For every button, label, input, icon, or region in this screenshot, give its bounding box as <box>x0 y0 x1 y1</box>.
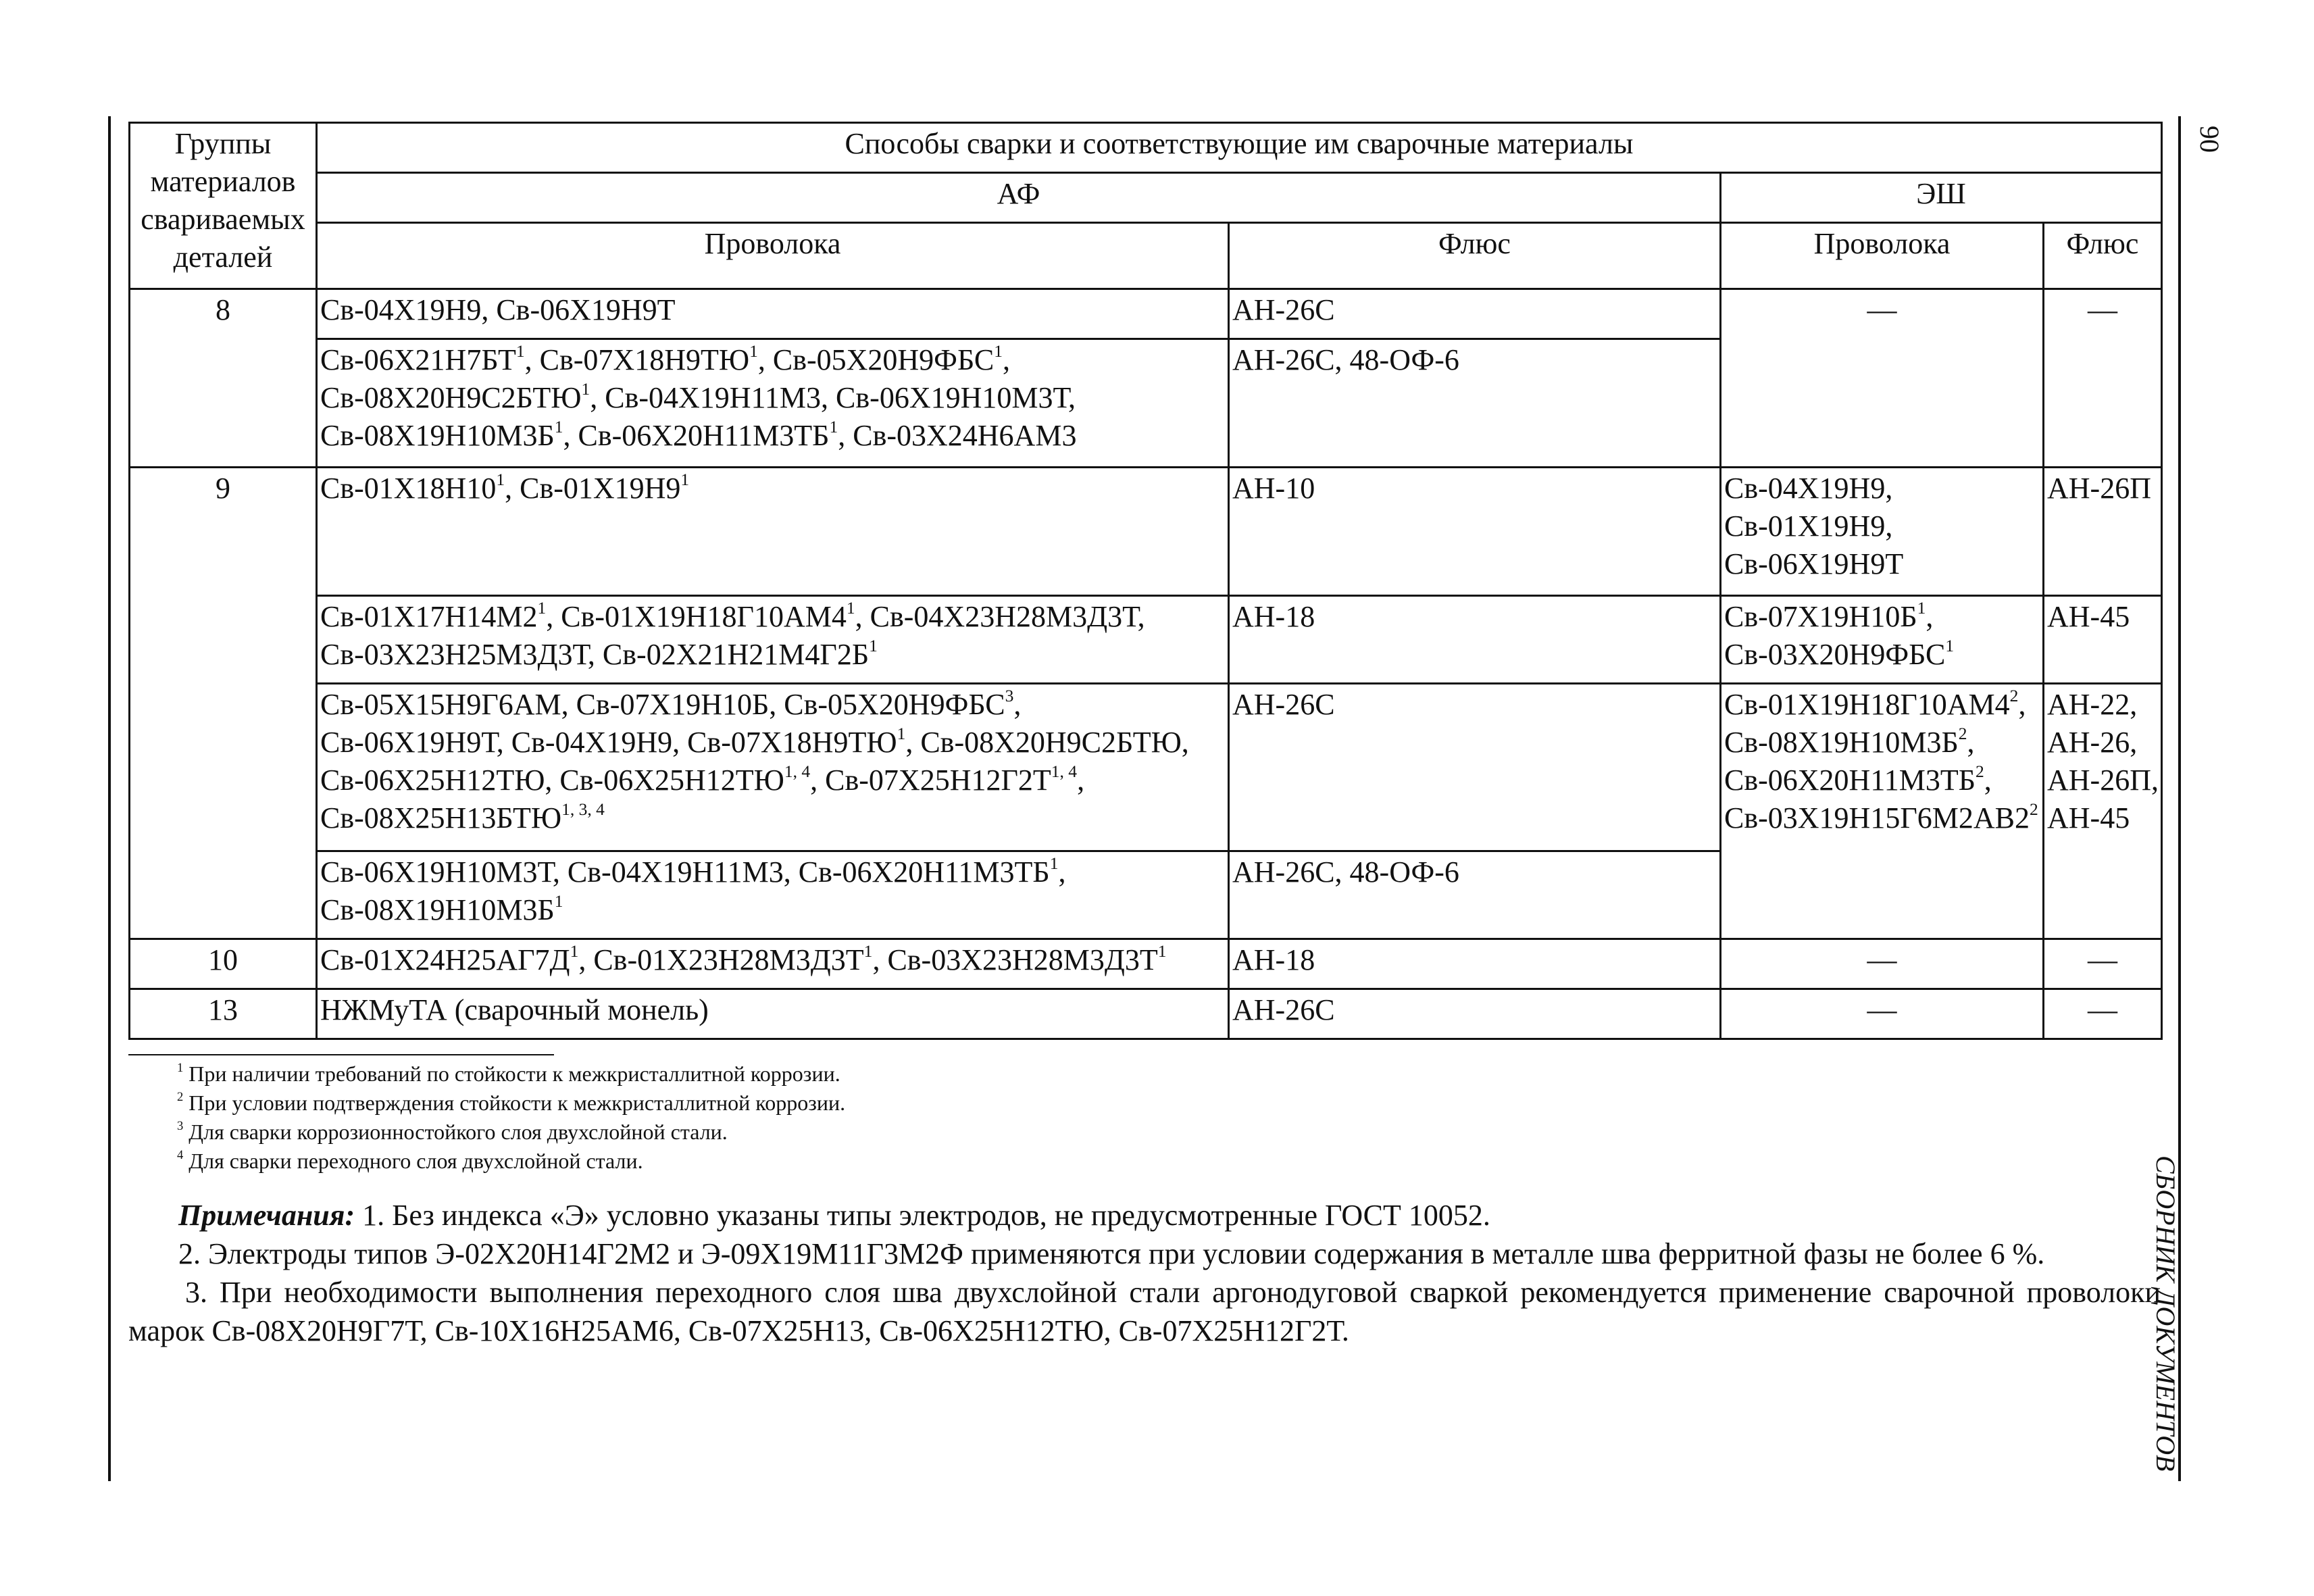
af-wire-cell: Св-05Х15Н9Г6АМ, Св-07Х19Н10Б, Св-05Х20Н9ФБС$^3$, Св-06Х19Н9Т, Св-04Х19Н9, $Св-07Х18Н9ТЮ^1$, Св-08Х20Н9С2БТЮ, Св-06Х25Н12ТЮ, Св-06Х25Н12ТЮ$^{1, 4}$, $Св-07Х25Н12Г2Т^{1, 4}$, Св-08Х25Н13БТЮ$^{1, 3, 4}$ <box>317 684 1229 851</box>
esh-flux-cell: — <box>2044 989 2162 1039</box>
af-flux-cell: АН-18 <box>1229 596 1721 684</box>
header-af-flux: Флюс <box>1229 223 1721 289</box>
welding-materials-table <box>128 122 2163 1040</box>
side-title: СБОРНИК ДОКУМЕНТОВ <box>2150 1155 2181 1472</box>
af-wire-cell: Св-06Х19Н10М3Т, Св-04Х19Н11М3, $Св-06Х20Н11М3ТБ^1$, $Св-08Х19Н10М3Б^1$ <box>317 851 1229 939</box>
table-row <box>130 468 2162 596</box>
esh-wire-cell: Св-04Х19Н9, Св-01Х19Н9, Св-06Х19Н9Т <box>1721 468 2044 596</box>
header-af-wire: Проволока <box>317 223 1229 289</box>
footnote-4: $^4$ Для сварки переходного слоя двухслойной стали. <box>177 1148 643 1173</box>
group-cell: 10 <box>130 939 317 989</box>
af-flux-cell: АН-26С <box>1229 684 1721 851</box>
esh-flux-cell: АН-22, АН-26, АН-26П, АН-45 <box>2044 684 2162 939</box>
af-wire-cell: Св-04Х19Н9, Св-06Х19Н9Т <box>317 289 1229 339</box>
esh-wire-cell: $Св-07Х19Н10Б^1$, Св-03Х20Н9ФБС$^1$ <box>1721 596 2044 684</box>
table-row <box>130 989 2162 1039</box>
table-row <box>130 684 2162 851</box>
header-esh: ЭШ <box>1721 173 2162 223</box>
af-flux-cell: АН-18 <box>1229 939 1721 989</box>
af-flux-cell: АН-26С <box>1229 289 1721 339</box>
af-wire-cell: $Св-01Х18Н10^1$, $Св-01Х19Н9^1$ <box>317 468 1229 596</box>
group-cell: 13 <box>130 989 317 1039</box>
group-cell: 8 <box>130 289 317 468</box>
left-border-line <box>108 116 111 1481</box>
af-wire-cell: НЖМуТА (сварочный монель) <box>317 989 1229 1039</box>
table-row <box>130 596 2162 684</box>
note-2: 2. Электроды типов Э-02Х20Н14Г2М2 и Э-09Х19М11Г3М2Ф применяются при условии содержания в металле шва ферритной фазы не более 6 %. <box>178 1237 2045 1270</box>
notes-label: Примечания: <box>178 1199 355 1232</box>
table-row <box>130 939 2162 989</box>
note-1: Примечания: 1. Без индекса «Э» условно указаны типы электродов, не предусмотренные ГОСТ 10052. <box>178 1199 1490 1232</box>
esh-wire-cell: — <box>1721 939 2044 989</box>
table-row <box>130 289 2162 339</box>
af-flux-cell: АН-10 <box>1229 468 1721 596</box>
footnote-1: $^1$ При наличии требований по стойкости к межкристаллитной коррозии. <box>177 1061 840 1086</box>
header-af: АФ <box>317 173 1721 223</box>
page-number: 90 <box>2194 126 2225 153</box>
header-methods: Способы сварки и соответствующие им сварочные материалы <box>317 123 2162 173</box>
footnote-2: $^2$ При условии подтверждения стойкости к межкристаллитной коррозии. <box>177 1090 846 1115</box>
header-esh-flux: Флюс <box>2044 223 2162 289</box>
group-cell: 9 <box>130 468 317 939</box>
footnote-divider <box>128 1054 554 1055</box>
af-wire-cell: $Св-06Х21Н7БТ^1$, $Св-07Х18Н9ТЮ^1$, Св-05Х20Н9ФБС$^1$, Св-08Х20Н9С2БТЮ$^1$, Св-04Х19Н11М3, Св-06Х19Н10М3Т, $Св-08Х19Н10М3Б^1$, $Св-06Х20Н11М3ТБ^1$, Св-03Х24Н6АМ3 <box>317 339 1229 468</box>
esh-flux-cell: — <box>2044 939 2162 989</box>
af-wire-cell: $Св-01Х24Н25АГ7Д^1$, $Св-01Х23Н28М3Д3Т^1$, $Св-03Х23Н28М3Д3Т^1$ <box>317 939 1229 989</box>
af-flux-cell: АН-26С <box>1229 989 1721 1039</box>
af-flux-cell: АН-26С, 48-ОФ-6 <box>1229 339 1721 468</box>
esh-wire-cell: — <box>1721 289 2044 468</box>
header-groups: Группы материалов свариваемых деталей <box>130 123 317 289</box>
header-esh-wire: Проволока <box>1721 223 2044 289</box>
esh-flux-cell: АН-26П <box>2044 468 2162 596</box>
footnote-3: $^3$ Для сварки коррозионностойкого слоя двухслойной стали. <box>177 1119 728 1144</box>
esh-wire-cell: — <box>1721 989 2044 1039</box>
esh-wire-cell: $Св-01Х19Н18Г10АМ4^2$, $Св-08Х19Н10М3Б^2$, $Св-06Х20Н11М3ТБ^2$, $Св-03Х19Н15Г6М2АВ2^2$ <box>1721 684 2044 939</box>
af-flux-cell: АН-26С, 48-ОФ-6 <box>1229 851 1721 939</box>
esh-flux-cell: АН-45 <box>2044 596 2162 684</box>
note-3: 3. При необходимости выполнения переходного слоя шва двухслойной стали аргонодуговой сваркой рекомендуется применение сварочной проволоки марок Св-08Х20Н9Г7Т, Св-10Х16Н25АМ6, Св-07Х25Н13, Св-06Х25Н12ТЮ, Св-07Х25Н12Г2Т. <box>128 1276 2161 1347</box>
esh-flux-cell: — <box>2044 289 2162 468</box>
footnotes <box>177 1059 845 1176</box>
notes <box>128 1196 2161 1350</box>
af-wire-cell: $Св-01Х17Н14М2^1$, $Св-01Х19Н18Г10АМ4^1$, Св-04Х23Н28М3Д3Т, Св-03Х23Н25М3Д3Т, $Св-02Х21Н21М4Г2Б^1$ <box>317 596 1229 684</box>
